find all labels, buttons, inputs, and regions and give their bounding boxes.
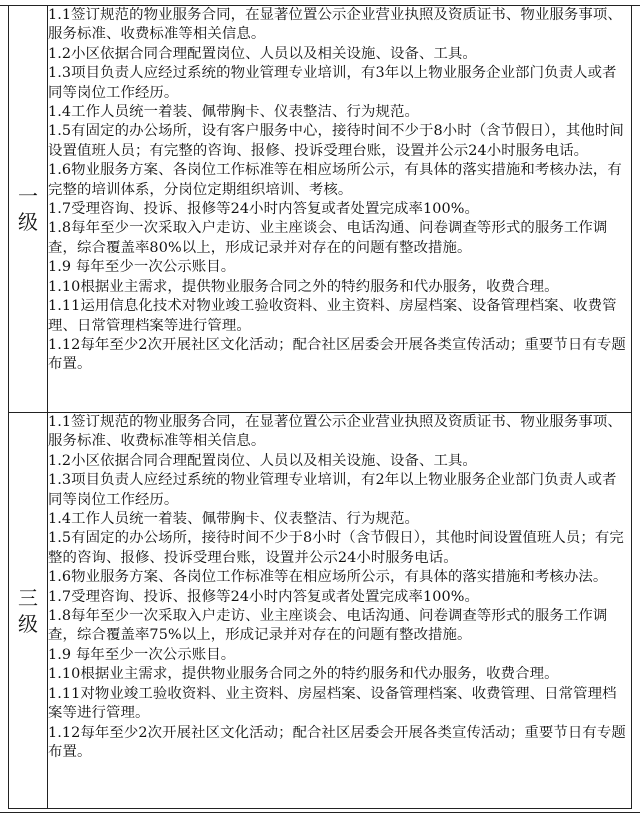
standard-item: 1.7受理咨询、投诉、报修等24小时内答复或者处置完成率100%。 [48, 588, 480, 605]
grade-level-cell [9, 413, 48, 809]
grade-content-cell [48, 413, 632, 809]
service-grade-table [8, 5, 632, 809]
standard-item: 1.9 每年至少一次公示账目。 [48, 259, 236, 276]
standard-item: 1.6物业服务方案、各岗位工作标准等在相应场所公示，有具体的落实措施和考核办法，有完整的培训体系，分岗位定期组织培训、考核。 [48, 162, 622, 198]
standard-item: 1.8每年至少一次采取入户走访、业主座谈会、电话沟通、问卷调查等形式的服务工作调查，综合覆盖率80%以上，形成记录并对存在的问题有整改措施。 [48, 220, 608, 256]
standard-item: 1.10根据业主需求，提供物业服务合同之外的特约服务和代办服务，收费合理。 [48, 278, 559, 295]
standard-item: 1.12每年至少2次开展社区文化活动；配合社区居委会开展各类宣传活动；重要节日有专题布置。 [48, 336, 626, 373]
standard-item: 1.8每年至少一次采取入户走访、业主座谈会、电话沟通、问卷调查等形式的服务工作调查，综合覆盖率75%以上，形成记录并对存在的问题有整改措施。 [48, 608, 608, 644]
grade-row [9, 6, 632, 413]
standard-item: 1.5有固定的办公场所，接待时间不少于8小时（含节假日），其他时间设置值班人员；有完整的咨询、报修、投诉受理台账，设置并公示24小时服务电话。 [48, 530, 624, 566]
standard-item: 1.9 每年至少一次公示账目。 [48, 646, 236, 663]
standard-item: 1.6物业服务方案、各岗位工作标准等在相应场所公示，有具体的落实措施和考核办法。 [48, 569, 608, 586]
standard-item: 1.2小区依据合同合理配置岗位、人员以及相关设施、设备、工具。 [48, 45, 477, 62]
grade-level-char: 一 [18, 184, 38, 208]
grade-content-cell [48, 6, 632, 413]
standard-item: 1.2小区依据合同合理配置岗位、人员以及相关设施、设备、工具。 [48, 452, 477, 469]
standard-item: 1.3项目负责人应经过系统的物业管理专业培训，有2年以上物业服务企业部门负责人或者同等岗位工作经历。 [48, 472, 617, 508]
standard-item: 1.11运用信息化技术对物业竣工验收资料、业主资料、房屋档案、设备管理档案、收费管理、日常管理档案等进行管理。 [48, 298, 617, 334]
standard-item: 1.1签订规范的物业服务合同，在显著位置公示企业营业执照及资质证书、物业服务事项、服务标准、收费标准等相关信息。 [48, 7, 622, 43]
standard-item: 1.4工作人员统一着装、佩带胸卡、仪表整洁、行为规范。 [48, 511, 419, 528]
standard-item: 1.12每年至少2次开展社区文化活动；配合社区居委会开展各类宣传活动；重要节日有专题布置。 [48, 724, 626, 760]
standard-item: 1.5有固定的办公场所，设有客户服务中心，接待时间不少于8小时（含节假日），其他时间设置值班人员；有完整的咨询、报修、投诉受理台账，设置并公示24小时服务电话。 [48, 123, 624, 159]
standard-item: 1.1签订规范的物业服务合同，在显著位置公示企业营业执照及资质证书、物业服务事项、服务标准、收费标准等相关信息。 [48, 414, 622, 450]
standard-item: 1.11对物业竣工验收资料、业主资料、房屋档案、设备管理档案、收费管理、日常管理档案等进行管理。 [48, 685, 617, 722]
grade-row [9, 413, 632, 809]
grade-level-char: 级 [18, 210, 38, 234]
standard-item: 1.3项目负责人应经过系统的物业管理专业培训，有3年以上物业服务企业部门负责人或者同等岗位工作经历。 [48, 65, 617, 101]
grade-level-char: 级 [18, 611, 38, 636]
grade-level-char: 三 [18, 585, 38, 610]
standard-item: 1.7受理咨询、投诉、报修等24小时内答复或者处置完成率100%。 [48, 201, 480, 218]
grade-level-cell [9, 6, 48, 413]
standard-item: 1.4工作人员统一着装、佩带胸卡、仪表整洁、行为规范。 [48, 104, 419, 121]
standard-item: 1.10根据业主需求，提供物业服务合同之外的特约服务和代办服务，收费合理。 [48, 666, 559, 683]
